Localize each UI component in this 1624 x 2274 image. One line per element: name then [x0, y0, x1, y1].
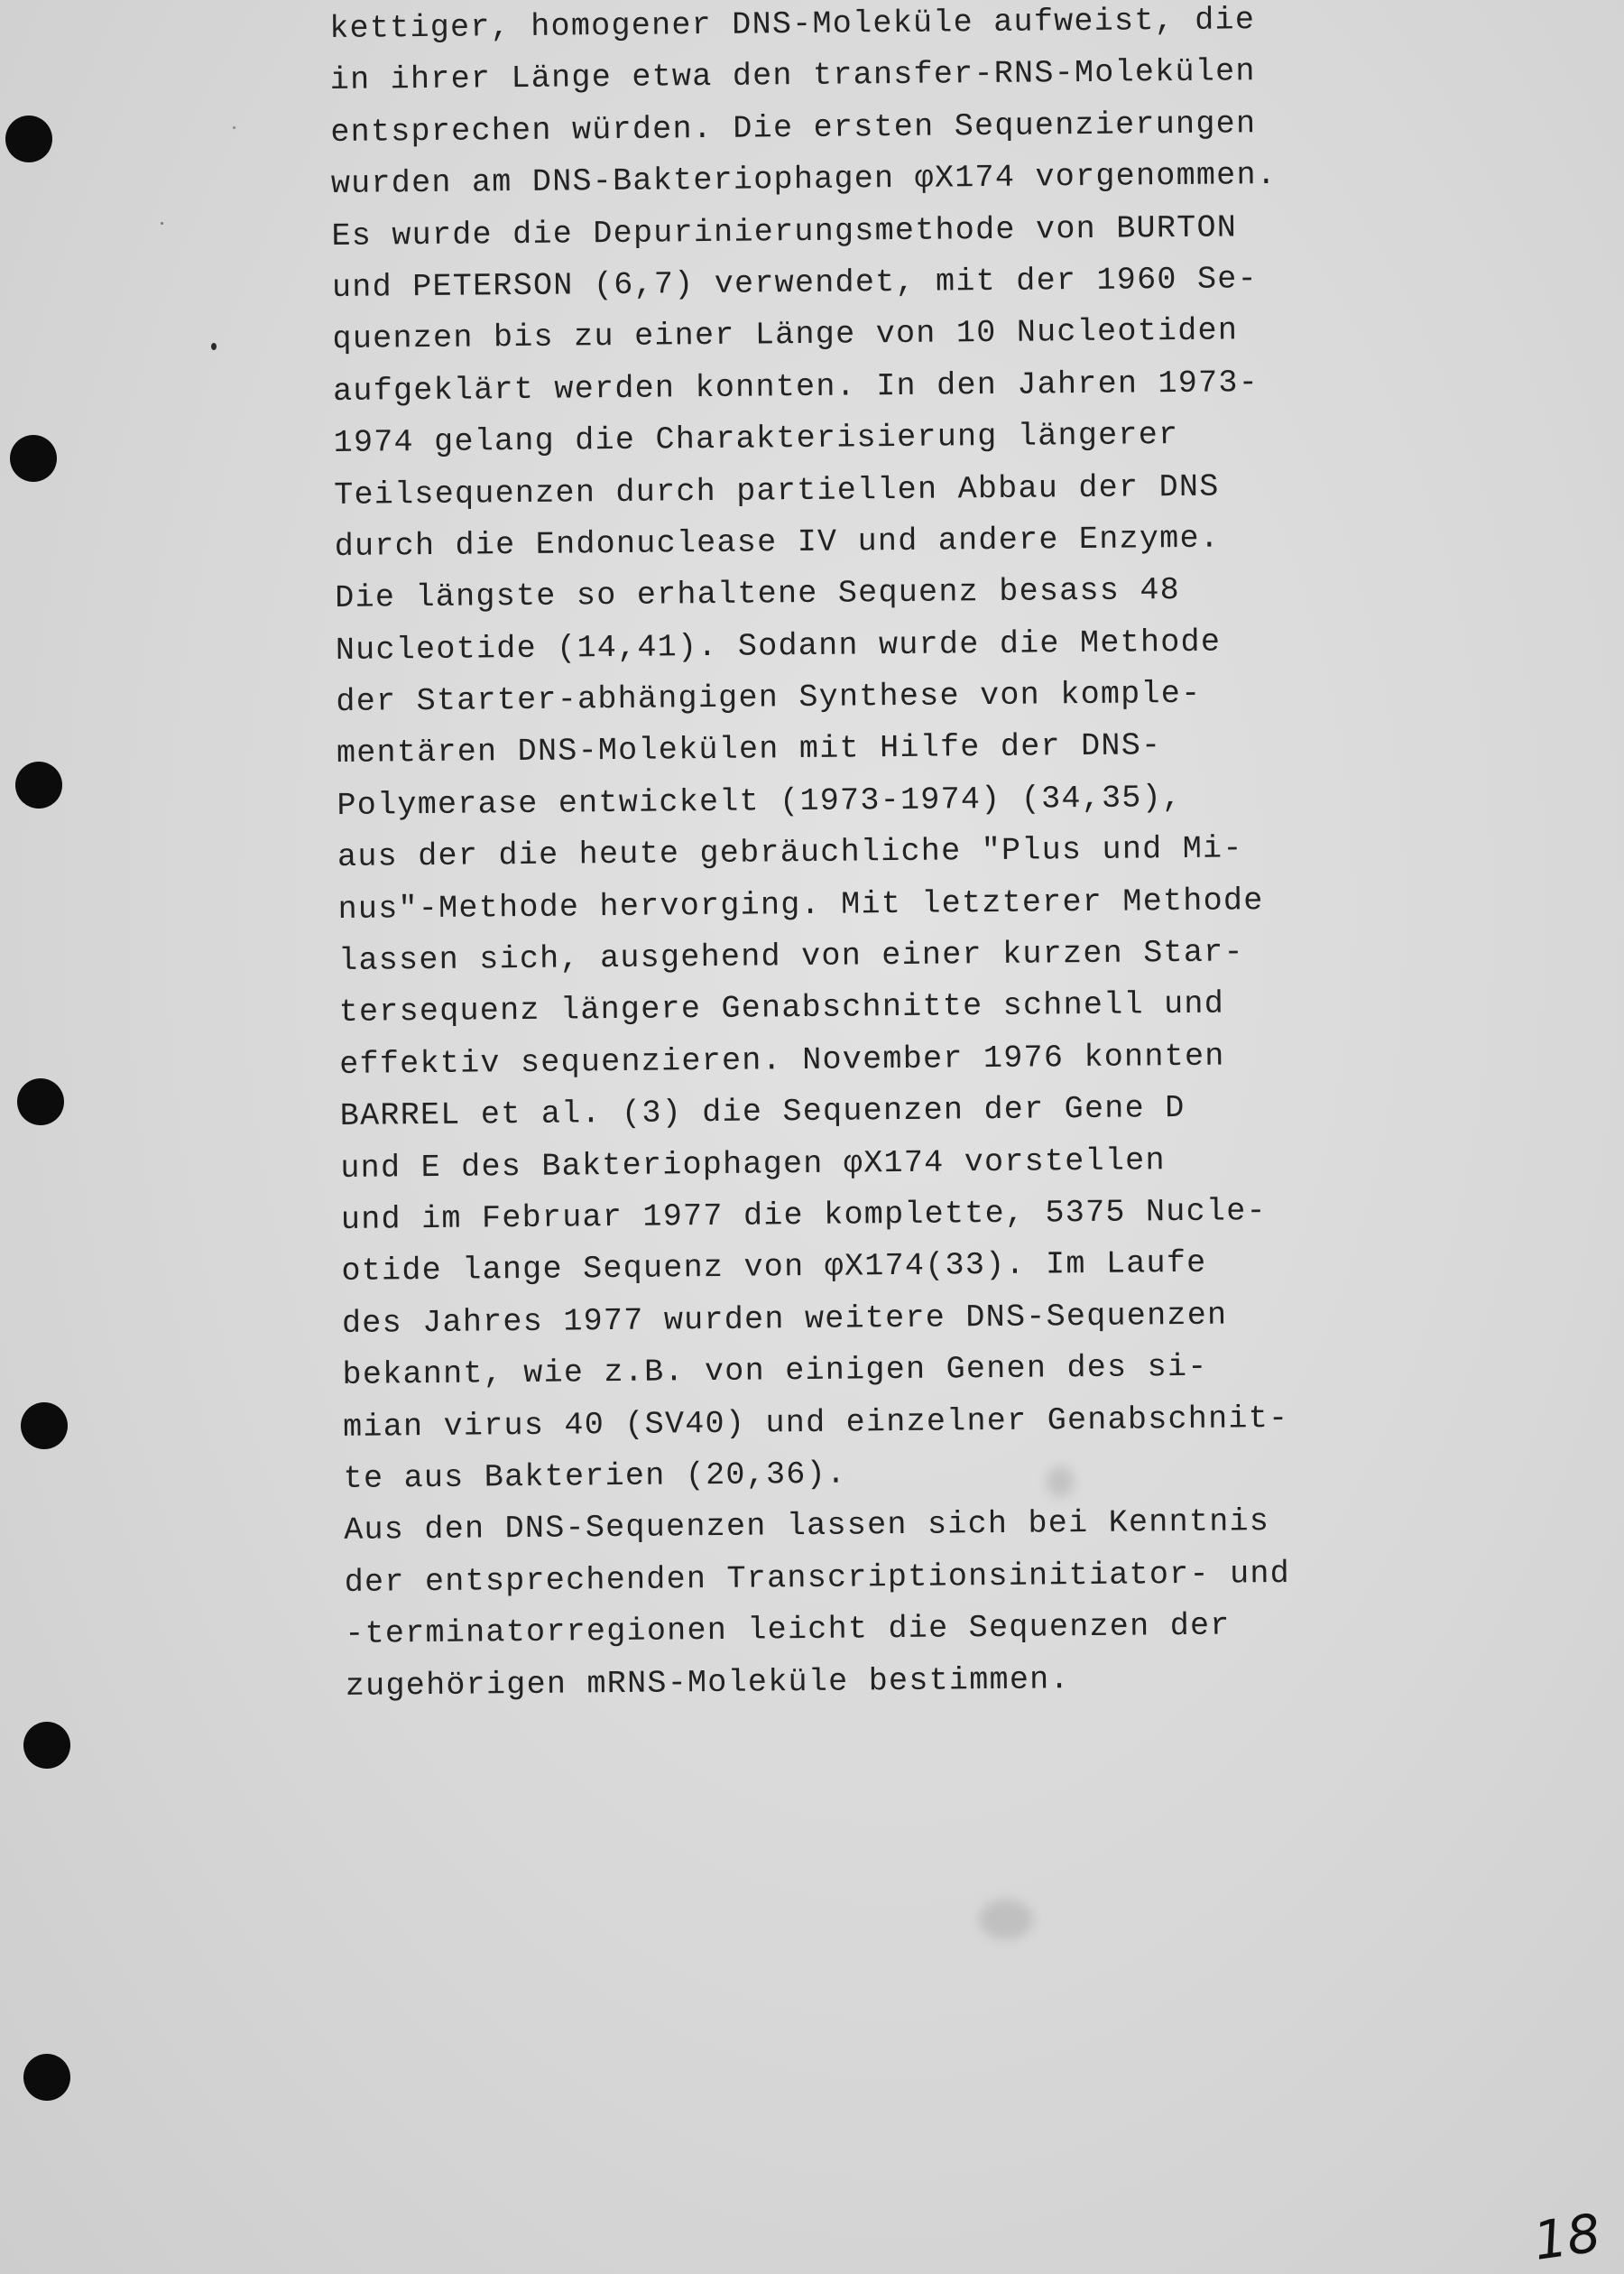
text-line: Nucleotide (14,41). Sodann wurde die Methode	[335, 624, 1222, 669]
text-line: mentären DNS-Molekülen mit Hilfe der DNS-	[336, 727, 1162, 772]
text-line: der entsprechenden Transcriptionsinitiator- und	[344, 1555, 1291, 1601]
text-line: effektiv sequenzieren. November 1976 konnten	[339, 1038, 1225, 1083]
text-line: Teilsequenzen durch partiellen Abbau der DNS	[334, 468, 1220, 513]
text-line: Die längste so erhaltene Sequenz besass 48	[335, 572, 1181, 617]
text-line: durch die Endonuclease IV und andere Enzyme.	[334, 520, 1221, 565]
text-line: und PETERSON (6,7) verwendet, mit der 1960 Se-	[331, 261, 1259, 306]
punch-hole	[15, 762, 62, 809]
punch-hole	[21, 1402, 68, 1449]
text-line: und im Februar 1977 die komplette, 5375 Nucle-	[340, 1193, 1268, 1238]
page-number: 18	[1529, 2202, 1605, 2272]
typewritten-body	[329, 0, 1383, 1713]
text-line: tersequenz längere Genabschnitte schnell und	[338, 985, 1225, 1031]
text-line: des Jahres 1977 wurden weitere DNS-Sequenzen	[341, 1297, 1228, 1342]
paper-smudge	[979, 1900, 1033, 1939]
text-line: entsprechen würden. Die ersten Sequenzierungen	[330, 105, 1257, 151]
text-line: otide lange Sequenz von φX174(33). Im Laufe	[341, 1245, 1207, 1290]
ink-speck	[211, 343, 217, 350]
text-line: bekannt, wie z.B. von einigen Genen des si-	[342, 1348, 1208, 1394]
punch-hole	[10, 435, 57, 482]
text-line: und E des Bakteriophagen φX174 vorstellen	[340, 1142, 1166, 1187]
text-line: -terminatorregionen leicht die Sequenzen der	[345, 1607, 1231, 1653]
ink-speck	[233, 126, 235, 129]
text-line: lassen sich, ausgehend von einer kurzen Star-	[337, 934, 1244, 979]
text-line: der Starter-abhängigen Synthese von komple-	[336, 675, 1202, 721]
text-line: nus"-Methode hervorging. Mit letzterer Methode	[337, 882, 1264, 928]
text-line: wurden am DNS-Bakteriophagen φX174 vorgenommen.	[330, 157, 1278, 203]
text-line: aus der die heute gebräuchliche "Plus und Mi-	[337, 830, 1243, 876]
text-line: in ihrer Länge etwa den transfer-RNS-Molekülen	[329, 53, 1256, 99]
text-line: 1974 gelang die Charakterisierung längerer	[333, 417, 1179, 462]
text-line: BARREL et al. (3) die Sequenzen der Gene D	[339, 1090, 1186, 1135]
text-line: quenzen bis zu einer Länge von 10 Nucleotiden	[332, 312, 1239, 358]
punch-hole	[17, 1078, 64, 1125]
text-line: te aus Bakterien (20,36).	[343, 1456, 847, 1497]
text-line: zugehörigen mRNS-Moleküle bestimmen.	[345, 1660, 1070, 1705]
text-line: Aus den DNS-Sequenzen lassen sich bei Kenntnis	[344, 1503, 1270, 1549]
text-line: Polymerase entwickelt (1973-1974) (34,35),	[337, 779, 1183, 824]
punch-hole	[23, 2054, 70, 2101]
punch-hole	[23, 1722, 70, 1769]
text-line: mian virus 40 (SV40) und einzelner Genabschnit-	[342, 1400, 1289, 1446]
text-line: kettiger, homogener DNS-Moleküle aufweist, die	[329, 2, 1256, 47]
text-line: aufgeklärt werden konnten. In den Jahren 1973-	[332, 364, 1260, 410]
text-line: Es wurde die Depurinierungsmethode von BURTON	[331, 208, 1238, 254]
ink-speck	[161, 222, 163, 225]
punch-hole	[5, 116, 52, 162]
